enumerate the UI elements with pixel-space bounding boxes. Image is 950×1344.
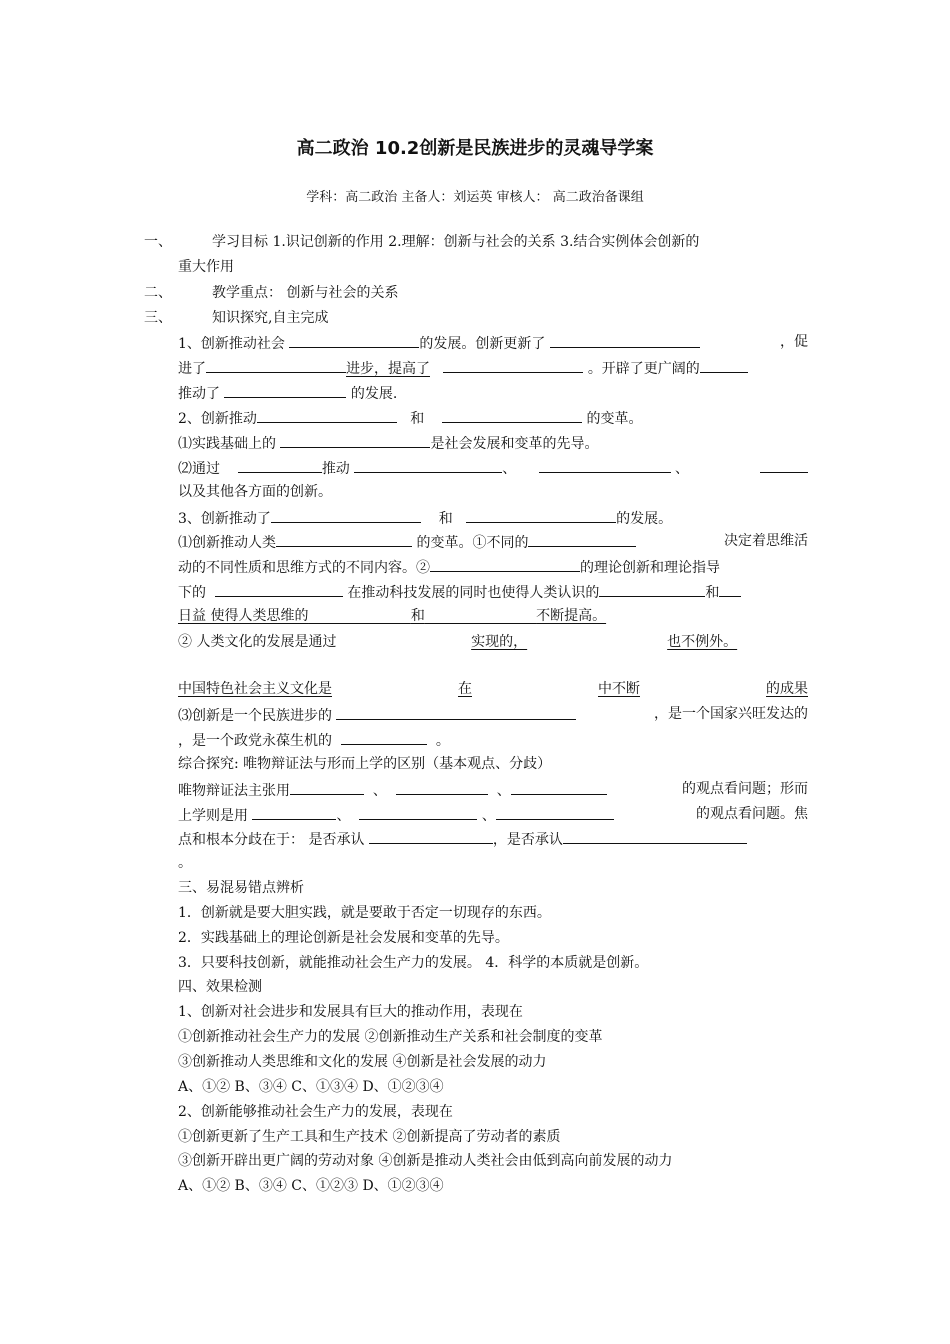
q3-culture-text-d: 的成果 — [766, 681, 808, 697]
inquiry-heading: 综合探究: 唯物辩证法与形而上学的区别（基本观点、分歧） — [178, 756, 552, 772]
q3-1-text-d: 动的不同性质和思维方式的不同内容。② — [178, 560, 430, 576]
q3-2-text-c: 也不例外。 — [667, 634, 738, 650]
confusion-item-2: 2．实践基础上的理论创新是社会发展和变革的先导。 — [178, 930, 509, 946]
q3-1-text-c: 决定着思维活 — [724, 533, 808, 549]
inquiry-text-h: 、 — [481, 808, 496, 824]
q3-text-a: 3、创新推动了 — [178, 511, 271, 527]
assessment-q1-options: A、①② B、③④ C、①③④ D、①②③④ — [178, 1079, 444, 1095]
confusion-item-1: 1．创新就是要大胆实践，就是要敢于否定一切现存的东西。 — [178, 905, 551, 921]
assessment-q1-statement-a: ①创新推动社会生产力的发展 ②创新推动生产关系和社会制度的变革 — [178, 1029, 603, 1045]
inquiry-text-b: 唯物辩证法主张用 — [178, 783, 290, 799]
q1-line-3 — [178, 383, 808, 403]
assessment-question-1: 1、创新对社会进步和发展具有巨大的推动作用，表现在 — [178, 1004, 523, 1020]
q3-2-line — [178, 632, 808, 651]
assessment-q2-statement-a: ①创新更新了生产工具和生产技术 ②创新提高了劳动者的素质 — [178, 1129, 561, 1145]
q3-3-text-c: ，是一个政党永葆生机的 — [178, 733, 332, 749]
blank[interactable] — [289, 333, 419, 348]
q2-line — [178, 408, 808, 428]
assessment-question-2: 2、创新能够推动社会生产力的发展，表现在 — [178, 1104, 453, 1120]
q3-1-text-h: 和 — [705, 585, 720, 601]
blank[interactable] — [206, 358, 346, 373]
q1-line-2 — [178, 358, 808, 378]
blank[interactable] — [430, 557, 580, 572]
assessment-q1-statement-b: ③创新推动人类思维和文化的发展 ④创新是社会发展的动力 — [178, 1054, 547, 1070]
q2-2-text-b: 推动 — [321, 461, 350, 477]
q3-culture-text-c: 中不断 — [598, 681, 640, 697]
q2-1-line — [178, 433, 808, 453]
q3-text-c: 的发展。 — [616, 511, 673, 527]
q2-1-text-a: ⑴实践基础上的 — [178, 436, 276, 452]
blank[interactable] — [700, 358, 748, 373]
q3-culture-text-a: 中国特色社会主义文化是 — [178, 681, 332, 697]
q3-1-text-e: 的理论创新和理论指导 — [580, 560, 720, 576]
q1-text-e: 进步，提高了 — [346, 361, 430, 377]
section-2-text: 教学重点： 创新与社会的关系 — [212, 285, 399, 301]
q1-text-c: ，促 — [780, 334, 808, 350]
blank[interactable] — [527, 632, 667, 646]
q2-2-line-2: 以及其他各方面的创新。 — [178, 484, 332, 500]
q2-2-text-d: 、 — [674, 461, 689, 477]
blank[interactable] — [719, 582, 741, 597]
q3-culture-text-b: 在 — [458, 681, 472, 697]
q3-text-b: 和 — [438, 511, 453, 527]
blank[interactable] — [280, 433, 430, 448]
q3-1-text-i: 日益 使得人类思维的 — [178, 608, 309, 624]
inquiry-text-i: 的观点看问题。焦 — [696, 806, 808, 822]
blank[interactable] — [336, 705, 576, 720]
assessment-q2-options: A、①② B、③④ C、①②③ D、①②③④ — [178, 1178, 444, 1194]
q1-text-d: 进了 — [178, 361, 206, 377]
q3-2-text-a: ② 人类文化的发展是通过 — [178, 634, 337, 650]
inquiry-text-j: 点和根本分歧在于： 是否承认 — [178, 832, 365, 848]
blank[interactable] — [354, 458, 502, 473]
section-2 — [144, 284, 808, 302]
blank[interactable] — [369, 829, 493, 844]
inquiry-text-c: 、 — [372, 783, 387, 799]
q3-1-text-b: 的变革。①不同的 — [416, 535, 529, 551]
q3-1-line-1 — [178, 532, 808, 552]
section-3-number: 三、 — [144, 310, 172, 326]
q3-3-text-d: 。 — [435, 733, 450, 749]
q3-line — [178, 508, 808, 528]
blank[interactable] — [539, 458, 671, 473]
blank[interactable] — [215, 582, 343, 597]
blank[interactable] — [599, 582, 705, 597]
blank[interactable] — [760, 458, 808, 473]
inquiry-text-d: 、 — [496, 783, 511, 799]
q2-text-b: 和 — [410, 411, 425, 427]
confusion-item-3: 3．只要科技创新，就能推动社会生产力的发展。 4．科学的本质就是创新。 — [178, 955, 649, 971]
q3-culture-line — [178, 680, 808, 698]
q3-1-line-4 — [178, 607, 808, 625]
blank[interactable] — [359, 805, 477, 820]
q3-1-text-f: 下的 — [178, 585, 206, 601]
q2-2-text-a: ⑵通过 — [178, 461, 220, 477]
blank[interactable] — [238, 458, 322, 473]
q2-2-text-c: 、 — [502, 461, 517, 477]
q3-3-text-a: ⑶创新是一个民族进步的 — [178, 708, 332, 724]
blank[interactable] — [271, 508, 421, 523]
q3-3-line-1 — [178, 705, 808, 725]
inquiry-line-4: 。 — [178, 855, 192, 871]
section-3 — [144, 309, 808, 327]
blank[interactable] — [466, 508, 616, 523]
blank[interactable] — [224, 383, 346, 398]
inquiry-text-k: ，是否承认 — [492, 832, 563, 848]
q3-2-text-b: 实现的， — [471, 634, 528, 650]
q1-line-1 — [178, 333, 808, 353]
inquiry-line-1 — [178, 780, 808, 800]
q3-1-text-a: ⑴创新推动人类 — [178, 535, 276, 551]
blank[interactable] — [511, 780, 607, 795]
assessment-heading: 四、效果检测 — [178, 979, 262, 995]
q3-1-text-k: 不断提高。 — [536, 608, 607, 624]
document-title: 高二政治 10.2创新是民族进步的灵魂导学案 — [296, 138, 654, 159]
blank[interactable] — [443, 358, 583, 373]
q1-text-g: 推动了 — [178, 386, 220, 402]
blank[interactable] — [528, 532, 636, 547]
section-2-number: 二、 — [144, 285, 172, 301]
section-3-text: 知识探究,自主完成 — [212, 310, 329, 326]
assessment-q2-statement-b: ③创新开辟出更广阔的劳动对象 ④创新是推动人类社会由低到高向前发展的动力 — [178, 1153, 673, 1169]
q3-3-line-2 — [178, 730, 808, 750]
inquiry-text-f: 上学则是用 — [178, 808, 248, 824]
q3-1-text-g: 在推动科技发展的同时也使得人类认识的 — [347, 585, 600, 601]
blank[interactable] — [290, 780, 364, 795]
q2-1-text-b: 是社会发展和变革的先导。 — [430, 436, 599, 452]
inquiry-text-g: 、 — [336, 808, 351, 824]
blank[interactable] — [252, 805, 336, 820]
section-1 — [144, 233, 808, 251]
q2-text-a: 2、创新推动 — [178, 411, 257, 427]
confusion-heading: 三、易混易错点辨析 — [178, 880, 304, 896]
blank[interactable] — [550, 333, 700, 348]
section-1-text: 学习目标 1.识记创新的作用 2.理解：创新与社会的关系 3.结合实例体会创新的 — [212, 234, 700, 250]
blank[interactable] — [396, 780, 488, 795]
blank[interactable] — [257, 408, 397, 423]
q2-text-c: 的变革。 — [586, 411, 643, 427]
blank[interactable] — [496, 805, 614, 820]
section-1-number: 一、 — [144, 234, 172, 250]
q2-2-line — [178, 458, 808, 478]
q3-1-line-3 — [178, 582, 808, 602]
blank[interactable] — [341, 730, 427, 745]
inquiry-line-2 — [178, 805, 808, 825]
q1-text-f: 。开辟了更广阔的 — [587, 361, 700, 377]
section-1-continued: 重大作用 — [178, 259, 234, 275]
q1-text-b: 的发展。创新更新了 — [419, 336, 546, 352]
blank[interactable] — [363, 632, 471, 646]
blank[interactable] — [563, 829, 747, 844]
q1-text-a: 1、创新推动社会 — [178, 336, 285, 352]
q3-3-text-b: ，是一个国家兴旺发达的 — [654, 706, 808, 722]
blank[interactable] — [442, 408, 582, 423]
document-subtitle: 学科：高二政治 主备人：刘运英 审核人： 高二政治备课组 — [306, 190, 644, 205]
q3-1-line-2 — [178, 557, 808, 577]
inquiry-text-e: 的观点看问题；形而 — [682, 781, 808, 797]
inquiry-line-3 — [178, 829, 808, 849]
blank[interactable] — [276, 532, 412, 547]
q1-text-h: 的发展. — [350, 386, 398, 402]
q3-1-text-j: 和 — [410, 608, 425, 624]
